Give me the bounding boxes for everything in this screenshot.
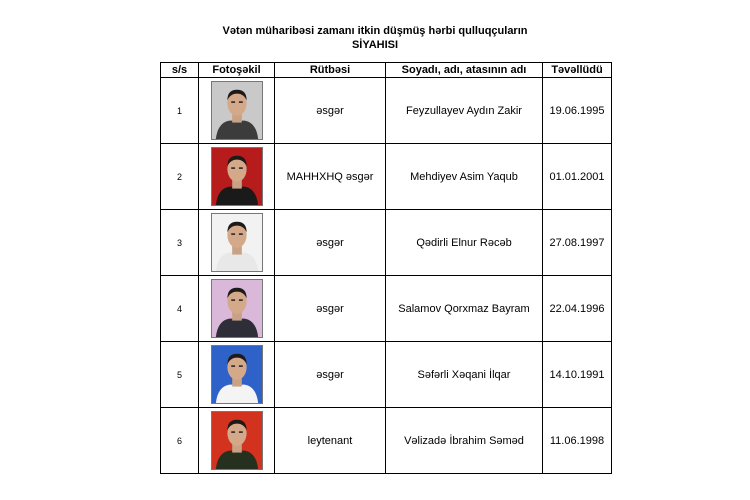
rank-cell: leytenant — [275, 408, 386, 474]
row-number: 2 — [161, 144, 199, 210]
row-number: 3 — [161, 210, 199, 276]
soldier-photo — [211, 213, 263, 272]
birth-date-cell: 19.06.1995 — [543, 78, 612, 144]
soldier-photo — [211, 279, 263, 338]
photo-cell — [199, 210, 275, 276]
rank-cell: əsgər — [275, 210, 386, 276]
birth-date-cell: 11.06.1998 — [543, 408, 612, 474]
photo-cell — [199, 408, 275, 474]
full-name-cell: Vəlizadə İbrahim Səməd — [386, 408, 543, 474]
rank-cell: əsgər — [275, 276, 386, 342]
row-number: 6 — [161, 408, 199, 474]
header-birth-date: Təvəllüdü — [543, 63, 612, 78]
birth-date-cell: 01.01.2001 — [543, 144, 612, 210]
soldier-photo — [211, 345, 263, 404]
soldier-photo — [211, 147, 263, 206]
table-row — [161, 342, 612, 408]
header-photo: Fotoşəkil — [199, 63, 275, 78]
document-subtitle: SİYAHISI — [351, 39, 399, 51]
document-title: Vətən müharibəsi zamanı itkin düşmüş hərbi qulluqçuların — [222, 25, 528, 37]
row-number: 5 — [161, 342, 199, 408]
birth-date-cell: 27.08.1997 — [543, 210, 612, 276]
birth-date-cell: 14.10.1991 — [543, 342, 612, 408]
full-name-cell: Mehdiyev Asim Yaqub — [386, 144, 543, 210]
table-row — [161, 78, 612, 144]
table-row — [161, 144, 612, 210]
soldier-photo — [211, 81, 263, 140]
rank-cell: əsgər — [275, 78, 386, 144]
full-name-cell: Feyzullayev Aydın Zakir — [386, 78, 543, 144]
personnel-table — [160, 62, 612, 474]
header-rank: Rütbəsi — [275, 63, 386, 78]
photo-cell — [199, 78, 275, 144]
soldier-photo — [211, 411, 263, 470]
row-number: 1 — [161, 78, 199, 144]
row-number: 4 — [161, 276, 199, 342]
full-name-cell: Qədirli Elnur Rəcəb — [386, 210, 543, 276]
photo-cell — [199, 276, 275, 342]
photo-cell — [199, 342, 275, 408]
table-row — [161, 276, 612, 342]
full-name-cell: Səfərli Xəqani İlqar — [386, 342, 543, 408]
header-number: s/s — [161, 63, 199, 78]
photo-cell — [199, 144, 275, 210]
header-full-name: Soyadı, adı, atasının adı — [386, 63, 543, 78]
table-header-row — [161, 63, 612, 78]
table-row — [161, 408, 612, 474]
table-row — [161, 210, 612, 276]
birth-date-cell: 22.04.1996 — [543, 276, 612, 342]
full-name-cell: Salamov Qorxmaz Bayram — [386, 276, 543, 342]
rank-cell: əsgər — [275, 342, 386, 408]
rank-cell: MAHHXHQ əsgər — [275, 144, 386, 210]
